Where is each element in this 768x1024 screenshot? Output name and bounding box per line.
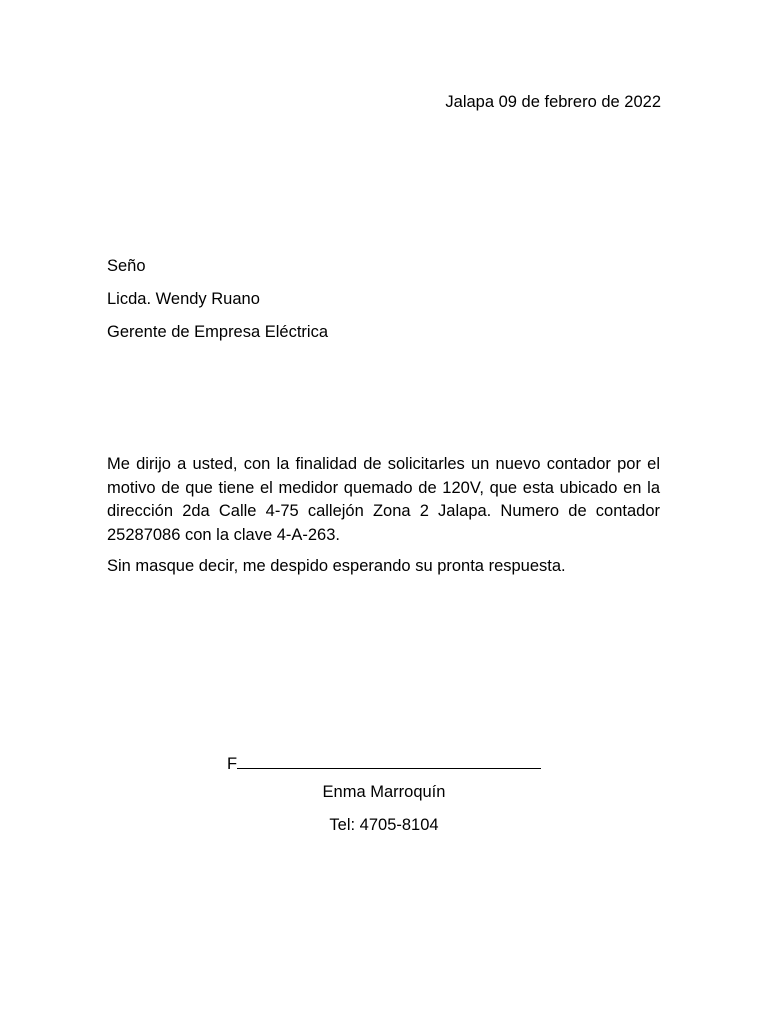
signature-line	[227, 750, 541, 774]
signer-name: Enma Marroquín	[322, 783, 446, 801]
recipient-title: Gerente de Empresa Eléctrica	[107, 323, 329, 341]
recipient-name: Licda. Wendy Ruano	[107, 290, 260, 308]
signer-phone: Tel: 4705-8104	[329, 816, 439, 834]
body-paragraph: Me dirijo a usted, con la finalidad de solicitarles un nuevo contador por el motivo de que tiene el medidor quemado de 120V, que esta ubicado en la dirección 2da Calle 4-75 callejón Zona 2 Jalapa. Numero de contador 25287086 con la clave 4-A-263.	[107, 455, 660, 544]
letter-date: Jalapa 09 de febrero de 2022	[445, 93, 661, 111]
closing-paragraph: Sin masque decir, me despido esperando su pronta respuesta.	[107, 557, 566, 575]
signature-prefix: F	[227, 755, 238, 773]
signature-underline	[237, 750, 541, 769]
recipient-salutation: Seño	[107, 257, 146, 275]
letter-body	[107, 453, 660, 579]
recipient-block	[107, 256, 328, 355]
